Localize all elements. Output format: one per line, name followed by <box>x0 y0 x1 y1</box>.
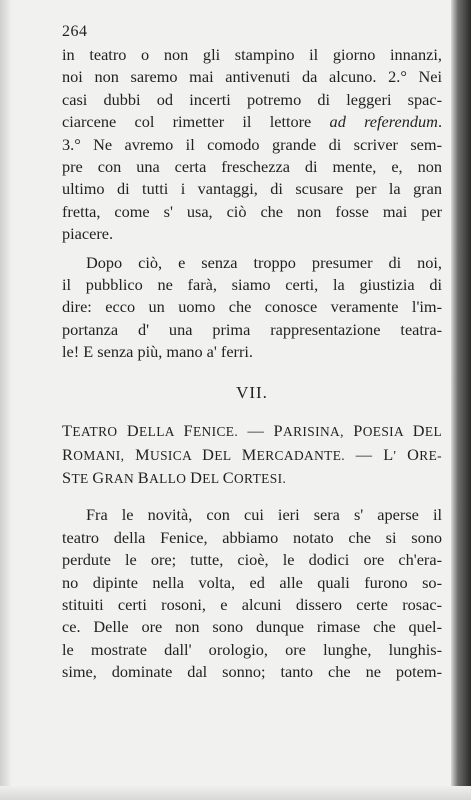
paragraph-3-line: stituiti certi rosoni, e alcuni dissero certe rosac- <box>62 594 442 614</box>
paragraph-3-line: perdute le ore; tutte, cioè, le dodici ore ch'era- <box>62 550 442 570</box>
page-bottom-shadow <box>0 786 471 800</box>
paragraph-2-line: dire: ecco un uomo che conosce veramente l'im- <box>62 297 442 317</box>
paragraph-1-line: in teatro o non gli stampino il giorno innanzi, <box>62 45 442 64</box>
paragraph-3-line: ce. Delle ore non sono dunque rimase che quel- <box>62 617 442 637</box>
paragraph-1-line: pre con una certa freschezza di mente, e, non <box>62 157 442 177</box>
paragraph-1-line: piacere. <box>62 224 114 244</box>
paragraph-1-line: noi non saremo mai antivenuti da alcuno. 2.° Nei <box>62 67 442 87</box>
paragraph-2-line: il pubblico ne farà, siamo certi, la giustizia di <box>62 275 442 295</box>
text-column <box>62 22 442 684</box>
page-number: 264 <box>62 23 88 40</box>
paragraph-3-line: sime, dominate dal sonno; tanto che ne potem- <box>62 662 442 682</box>
paragraph-3-line: teatro della Fenice, abbiamo notato che si sono <box>62 527 442 547</box>
paragraph-1-line: 3.° Ne avremo il comodo grande di scriver sem- <box>62 134 442 154</box>
paragraph-2-line: Dopo ciò, e senza troppo presumer di noi, <box>86 252 442 272</box>
paragraph-2 <box>62 252 442 364</box>
page-left-shadow <box>0 0 12 800</box>
section-heading-line: STE GRAN BALLO DEL CORTESI. <box>62 467 287 487</box>
paragraph-1-line: fretta, come s' usa, ciò che non fosse mai per <box>62 201 442 221</box>
italic-phrase: ad referendum <box>329 112 438 132</box>
paragraph-2-line: le! E senza più, mano a' ferri. <box>62 342 253 362</box>
paragraph-3-line: Fra le novità, con cui ieri sera s' aperse il <box>86 505 442 525</box>
paragraph-2-line: portanza d' una prima rappresentazione teatra- <box>62 319 442 339</box>
paragraph-3-line: no dipinte nella volta, ed alle quali furono so- <box>62 572 442 592</box>
paragraph-1 <box>62 44 442 246</box>
paragraph-3-line: le mostrate dall' orologio, ore lunghe, lunghis- <box>62 639 442 659</box>
section-heading <box>62 420 442 490</box>
section-heading-line: TEATRO DELLA FENICE. — PARISINA, POESIA DEL <box>62 421 443 441</box>
section-number: VII. <box>236 382 268 402</box>
paragraph-1-line: ultimo di tutti i vantaggi, di scusare per la gran <box>62 179 442 199</box>
paragraph-1-line: casi dubbi od incerti potremo di leggeri spac- <box>62 89 442 109</box>
section-heading-line: ROMANI, MUSICA DEL MERCADANTE. — L' ORE- <box>62 444 443 464</box>
book-spine-edge <box>451 0 471 800</box>
paragraph-1-line-with-italic: ciarcene col rimetter il lettore ad referendum. <box>62 112 443 132</box>
paragraph-3 <box>62 504 442 683</box>
